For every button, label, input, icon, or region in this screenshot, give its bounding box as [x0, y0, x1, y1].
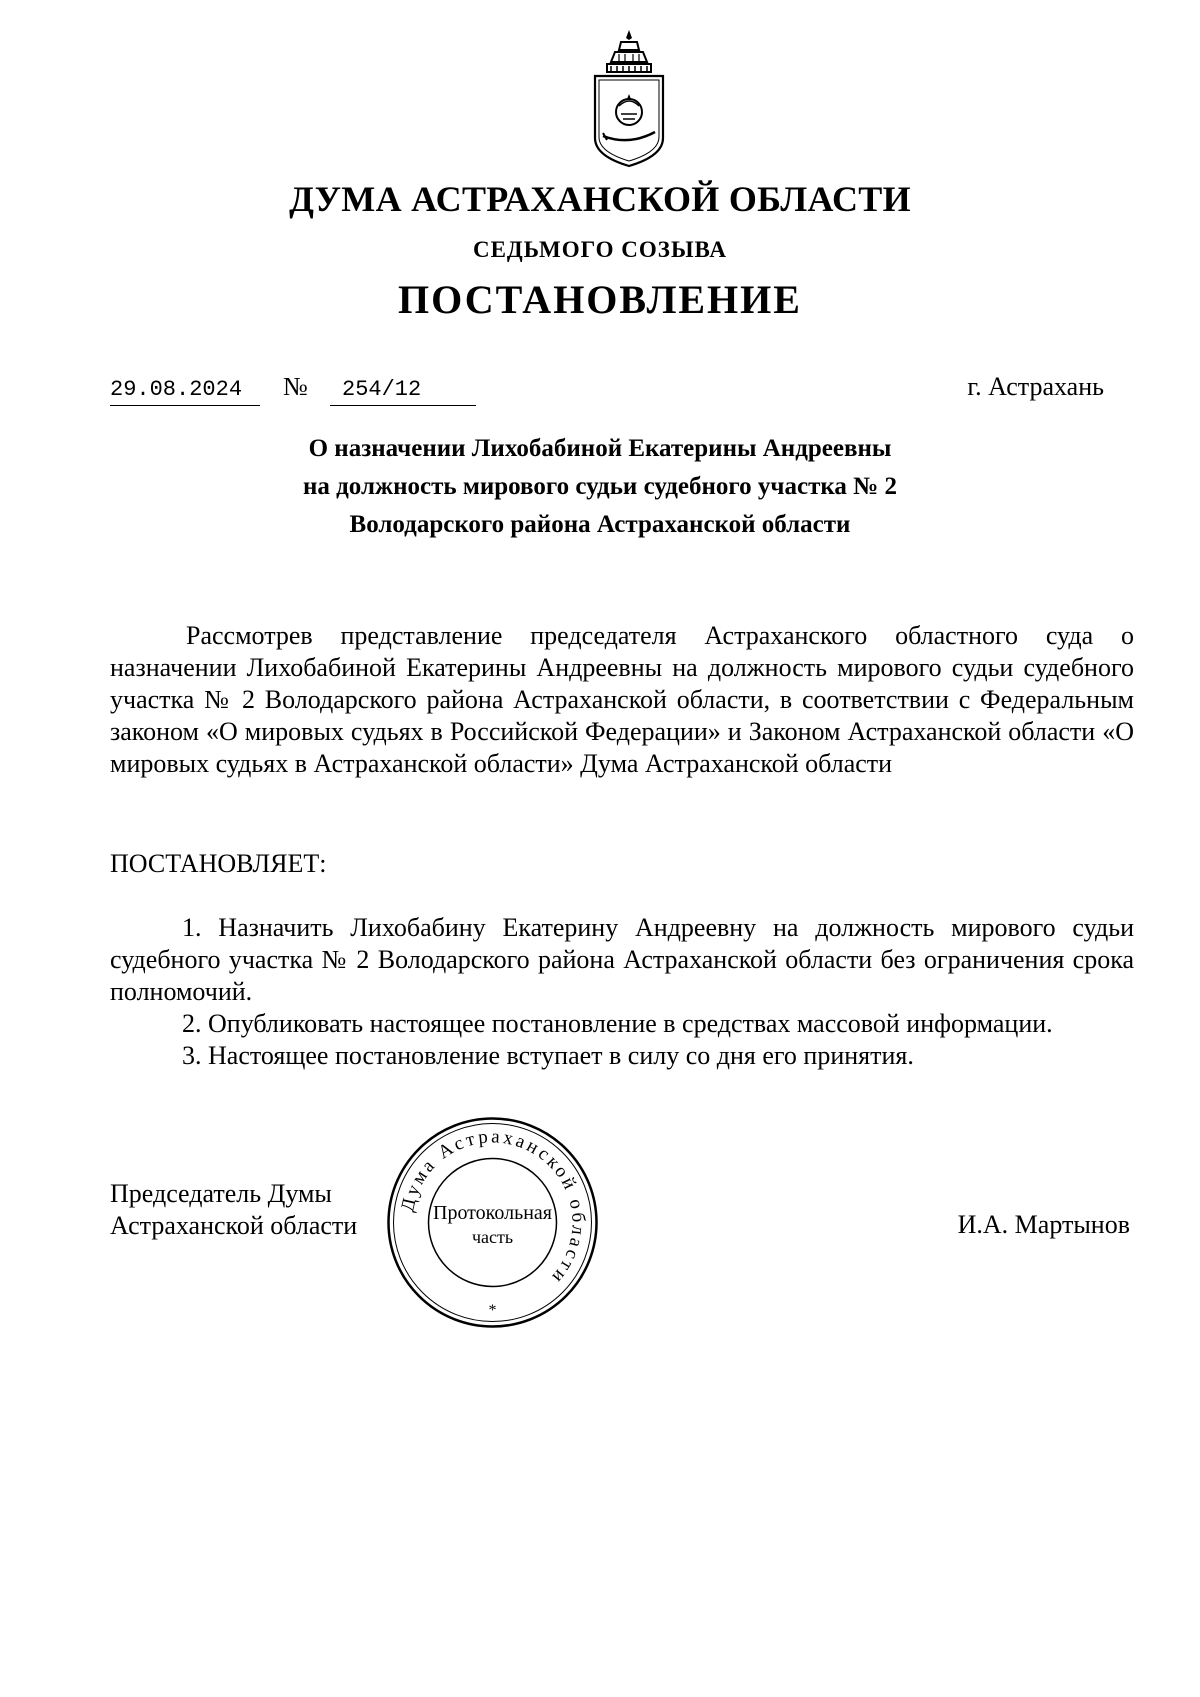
document-number: 254/12: [330, 375, 476, 406]
document-type-title: ПОСТАНОВЛЕНИЕ: [398, 277, 802, 322]
seal-star: *: [488, 1302, 497, 1319]
number-sign: №: [283, 372, 308, 401]
resolves-heading: ПОСТАНОВЛЯЕТ:: [110, 849, 327, 878]
document-subject: [0, 430, 1200, 544]
resolution-item: 3. Настоящее постановление вступает в силу со дня его принятия.: [182, 1041, 914, 1070]
resolution-item: 2. Опубликовать настоящее постановление в средствах массовой информации.: [182, 1009, 1053, 1038]
seal-center-line2: часть: [471, 1227, 514, 1247]
seal-center-line1: Протокольная: [433, 1202, 552, 1224]
preamble-paragraph: Рассмотрев представление председателя Астраханского областного суда о назначении Лихобабиной Екатерины Андреевны на должность мирового судьи судебного участка № 2 Володарского района Астраханской области, в соответствии с Федеральным законом «О мировых судьях в Российской Федерации» и Законом Астраханской области «О мировых судьях в Астраханской области» Дума Астраханской области: [110, 621, 1134, 778]
convocation-title: СЕДЬМОГО СОЗЫВА: [472, 237, 728, 262]
signatory-position: [110, 1178, 357, 1242]
subject-line: Володарского района Астраханской области: [349, 511, 851, 538]
signatory-name: И.А. Мартынов: [957, 1210, 1130, 1239]
official-seal-stamp: [385, 1115, 600, 1330]
organization-title: ДУМА АСТРАХАНСКОЙ ОБЛАСТИ: [289, 179, 911, 219]
document-date: 29.08.2024: [110, 375, 260, 406]
subject-line: на должность мирового судьи судебного участка № 2: [302, 473, 898, 500]
resolution-item: 1. Назначить Лихобабину Екатерину Андреевну на должность мирового судьи судебного участка № 2 Володарского района Астраханской области без ограничения срока полномочий.: [110, 913, 1134, 1006]
subject-line: О назначении Лихобабиной Екатерины Андреевны: [308, 435, 892, 462]
city-label: г. Астрахань: [967, 372, 1104, 401]
seal-ring-textpath: Дума Астраханской области: [397, 1126, 589, 1290]
resolution-items: [110, 912, 1134, 1072]
position-line: Председатель Думы: [110, 1179, 332, 1208]
position-line: Астраханской области: [110, 1211, 358, 1240]
coat-of-arms-emblem: [589, 28, 669, 168]
